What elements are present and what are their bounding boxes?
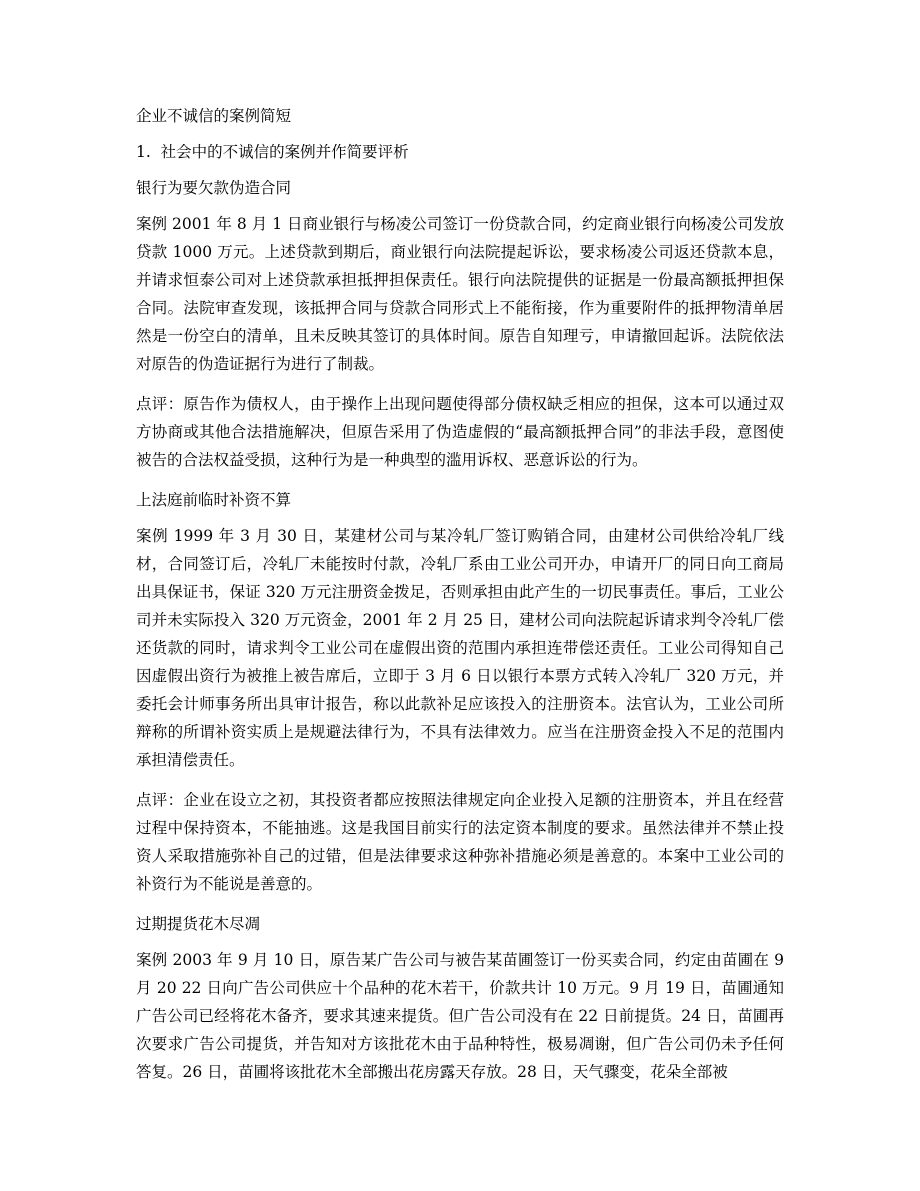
case2-comment: 点评：企业在设立之初，其投资者都应按照法律规定向企业投入足额的注册资本，并且在经营过程中保持资本，不能抽逃。这是我国目前实行的法定资本制度的要求。虽然法律并不禁止投资人采取措施弥补自己的过错，但是法律要求这种弥补措施必须是善意的。本案中工业公司的补资行为不能说是善意的。 [136, 791, 784, 893]
case3-body: 案例 2003 年 9 月 10 日，原告某广告公司与被告某苗圃签订一份买卖合同，约定由苗圃在 9 月 20 22 日向广告公司供应十个品种的花木若干，价款共计 10 万元。9 月 19 日，苗圃通知广告公司已经将花木备齐，要求其速来提货。但广告公司没有在 22 日前提货。24 日，苗圃再次要求广告公司提货，并告知对方该批花木由于品种特性，极易凋谢，但广告公司仍未予任何答复。26 日，苗圃将该批花木全部搬出花房露天存放。28 日，天气骤变，花朵全部被 [136, 951, 784, 1081]
case1-comment: 点评：原告作为债权人，由于操作上出现问题使得部分债权缺乏相应的担保，这本可以通过双方协商或其他合法措施解决，但原告采用了伪造虚假的“最高额抵押合同”的非法手段，意图使被告的合法权益受损，这种行为是一种典型的滥用诉权、恶意诉讼的行为。 [136, 395, 784, 469]
document-title: 企业不诚信的案例简短 [136, 107, 292, 125]
case3-heading: 过期提货花木尽凋 [136, 915, 261, 933]
case2-heading: 上法庭前临时补资不算 [136, 491, 292, 509]
case1-body: 案例 2001 年 8 月 1 日商业银行与杨凌公司签订一份贷款合同，约定商业银行向杨凌公司发放贷款 1000 万元。上述贷款到期后，商业银行向法院提起诉讼，要求杨凌公司返还贷款本息，并请求恒泰公司对上述贷款承担抵押担保责任。银行向法院提供的证据是一份最高额抵押担保合同。法院审查发现，该抵押合同与贷款合同形式上不能衔接，作为重要附件的抵押物清单居然是一份空白的清单，且未反映其签订的具体时间。原告自知理亏，申请撤回起诉。法院依法对原告的伪造证据行为进行了制裁。 [136, 215, 784, 373]
case2-body: 案例 1999 年 3 月 30 日，某建材公司与某冷轧厂签订购销合同，由建材公司供给冷轧厂线材，合同签订后，冷轧厂未能按时付款，冷轧厂系由工业公司开办，申请开厂的同日向工商局出具保证书，保证 320 万元注册资金拨足，否则承担由此产生的一切民事责任。事后，工业公司并未实际投入 320 万元资金，2001 年 2 月 25 日，建材公司向法院起诉请求判令冷轧厂偿还货款的同时，请求判令工业公司在虚假出资的范围内承担连带偿还责任。工业公司得知自己因虚假出资行为被推上被告席后，立即于 3 月 6 日以银行本票方式转入冷轧厂 320 万元，并委托会计师事务所出具审计报告，称以此款补足应该投入的注册资本。法官认为，工业公司所辩称的所谓补资实质上是规避法律行为，不具有法律效力。应当在注册资金投入不足的范围内承担清偿责任。 [136, 527, 784, 769]
document-page [136, 102, 784, 1098]
case1-heading: 银行为要欠款伪造合同 [136, 179, 292, 197]
section-heading: 1. 社会中的不诚信的案例并作简要评析 [136, 143, 409, 161]
